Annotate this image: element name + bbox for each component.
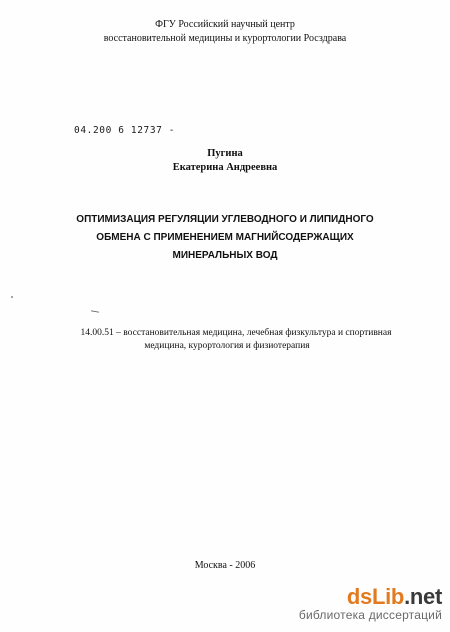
specialty-code xyxy=(0,327,450,353)
author-surname: Пугина xyxy=(207,148,243,159)
scan-mark xyxy=(91,310,99,312)
site-watermark xyxy=(299,586,442,622)
institution-line-1: ФГУ Российский научный центр xyxy=(155,19,295,30)
city-year: Москва - 2006 xyxy=(194,560,256,571)
watermark-subtitle: библиотека диссертаций xyxy=(298,608,442,622)
title-line-2: ОБМЕНА С ПРИМЕНЕНИЕМ МАГНИЙСОДЕРЖАЩИХ xyxy=(96,232,354,243)
institution-header xyxy=(0,18,450,46)
title-line-1: ОПТИМИЗАЦИЯ РЕГУЛЯЦИИ УГЛЕВОДНОГО И ЛИПИДНОГО xyxy=(76,214,374,225)
scan-speck xyxy=(11,296,13,298)
author-name: Екатерина Андреевна xyxy=(172,162,278,173)
watermark-brand-part1: dsLib xyxy=(346,584,405,609)
registry-stamp: 04.200 6 12737 - xyxy=(74,125,176,136)
title-line-3: МИНЕРАЛЬНЫХ ВОД xyxy=(172,250,278,261)
author-block xyxy=(0,147,450,175)
specialty-line-2: медицина, курортология и физиотерапия xyxy=(144,341,310,351)
thesis-title xyxy=(0,211,450,265)
institution-line-2: восстановительной медицины и курортологии Росздрава xyxy=(103,33,347,44)
specialty-line-1: 14.00.51 – восстановительная медицина, лечебная физкультура и спортивная xyxy=(80,328,392,338)
watermark-brand-part2: .net xyxy=(404,584,442,609)
watermark-logo xyxy=(299,586,442,608)
